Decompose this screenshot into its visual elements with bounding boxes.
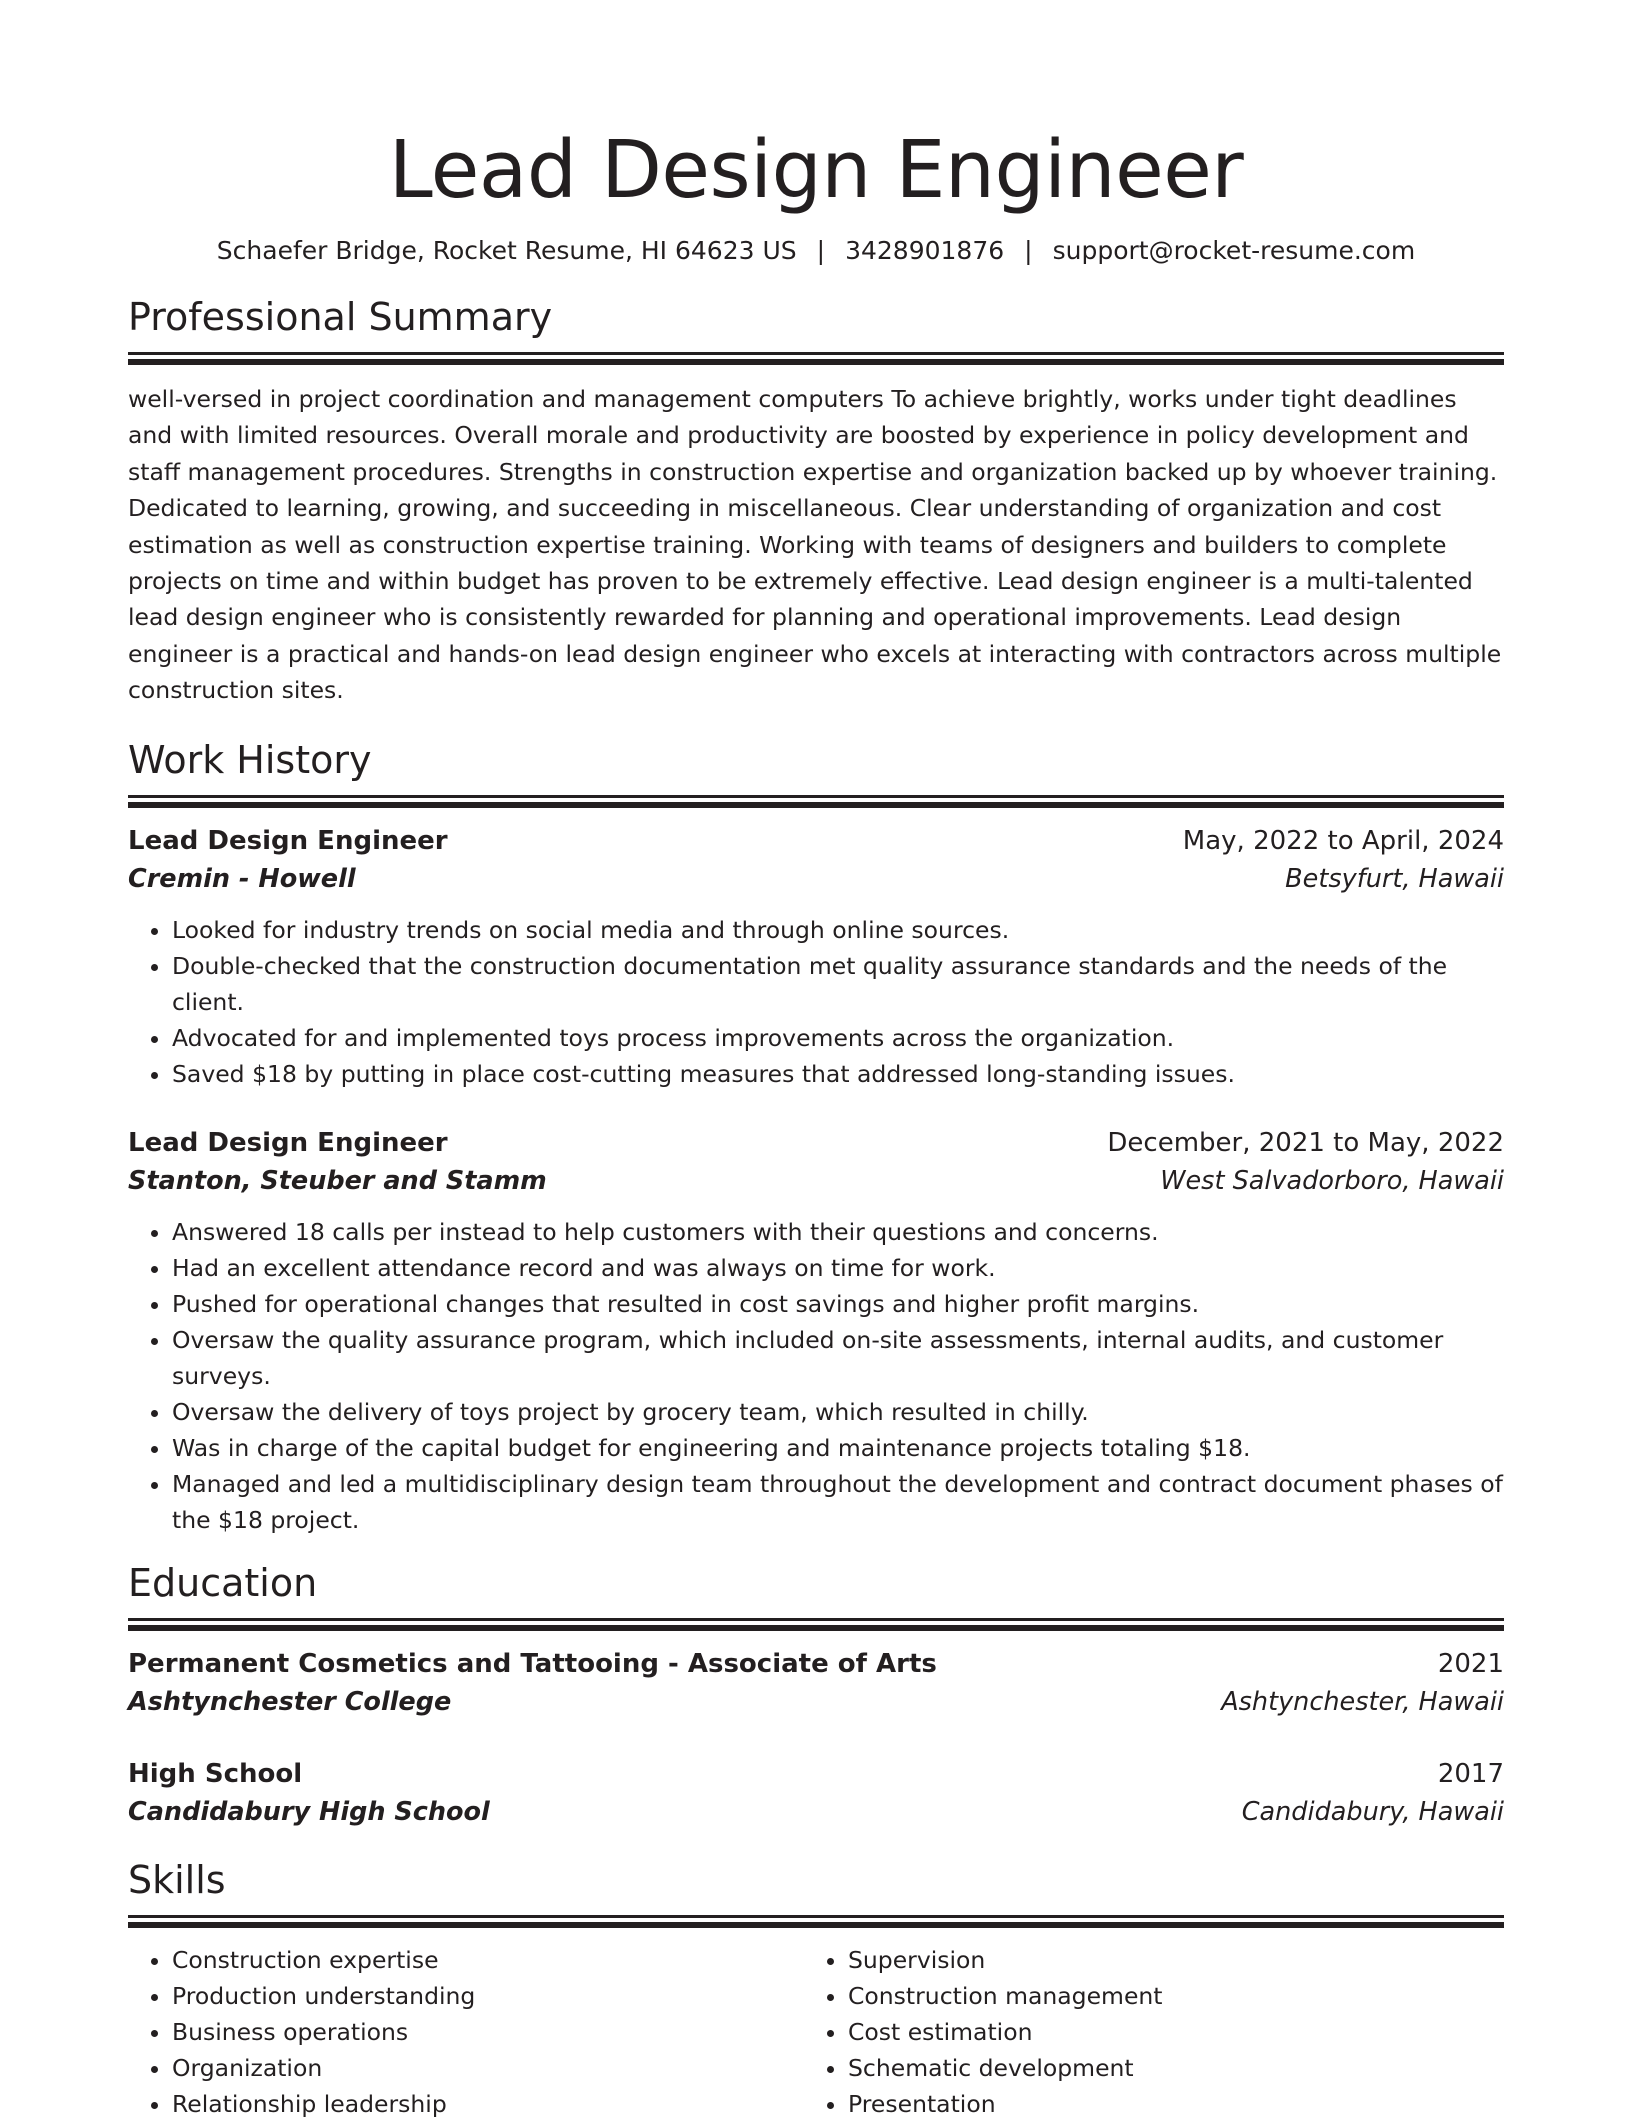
job-title: Lead Design Engineer (128, 825, 448, 856)
skill-item: • Business operations (172, 2014, 804, 2050)
skill-item: • Production understanding (172, 1978, 804, 2014)
job-title: Lead Design Engineer (128, 1127, 448, 1158)
job-bullets (128, 912, 1504, 1092)
section-rule-thick (128, 1625, 1504, 1631)
work-history-section (128, 735, 1504, 1538)
resume-name: Lead Design Engineer (388, 124, 1244, 216)
skill-item: • Relationship leadership (172, 2086, 804, 2122)
section-title-education: Education (128, 1560, 318, 1605)
job-entry (128, 822, 1504, 1092)
skills-list-left (128, 1942, 804, 2122)
education-entry (128, 1645, 1504, 1721)
list-item: • Oversaw the delivery of toys project by grocery team, which resulted in chilly. (172, 1394, 1504, 1430)
job-entry (128, 1124, 1504, 1538)
section-rule (128, 1915, 1504, 1918)
section-rule-thick (128, 359, 1504, 365)
skill-item: • Schematic development (848, 2050, 1480, 2086)
job-location: West Salvadorboro, Hawaii (1160, 1165, 1504, 1196)
skill-item: • Presentation (848, 2086, 1480, 2122)
list-item: • Had an excellent attendance record and was always on time for work. (172, 1250, 1504, 1286)
skill-item: • Construction expertise (172, 1942, 804, 1978)
list-item: • Double-checked that the construction documentation met quality assurance standards and the needs of the client. (172, 948, 1504, 1020)
job-dates: May, 2022 to April, 2024 (1182, 825, 1504, 856)
list-item: • Advocated for and implemented toys process improvements across the organization. (172, 1020, 1504, 1056)
education-school: Candidabury High School (128, 1796, 490, 1827)
list-item: • Answered 18 calls per instead to help customers with their questions and concerns. (172, 1214, 1504, 1250)
resume-page (128, 0, 1504, 2122)
contact-separator: | (816, 236, 826, 265)
contact-line (128, 234, 1504, 268)
section-rule (128, 795, 1504, 798)
list-item: • Was in charge of the capital budget for engineering and maintenance projects totaling $18. (172, 1430, 1504, 1466)
skill-item: • Organization (172, 2050, 804, 2086)
section-rule-thick (128, 1922, 1504, 1928)
list-item: • Looked for industry trends on social media and through online sources. (172, 912, 1504, 948)
summary-text: well-versed in project coordination and management computers To achieve brightly, works under tight deadlines and with limited resources. Overall morale and productivity are boosted by experience in policy development and staff management procedures. Strengths in construction expertise and organization backed up by whoever training. Dedicated to learning, growing, and succeeding in miscellaneous. Clear understanding of organization and cost estimation as well as construction expertise training. Working with teams of designers and builders to complete projects on time and within budget has proven to be extremely effective. Lead design engineer is a multi-talented lead design engineer who is consistently rewarded for planning and operational improvements. Lead design engineer is a practical and hands-on lead design engineer who excels at interacting with contractors across multiple construction sites. (128, 385, 1502, 705)
education-school: Ashtynchester College (128, 1686, 452, 1717)
job-company: Stanton, Steuber and Stamm (128, 1165, 547, 1196)
job-dates: December, 2021 to May, 2022 (1107, 1127, 1504, 1158)
education-section (128, 1558, 1504, 1831)
job-bullets (128, 1214, 1504, 1538)
address: Schaefer Bridge, Rocket Resume, HI 64623 US (216, 236, 797, 265)
phone: 3428901876 (845, 236, 1005, 265)
contact-separator: | (1024, 236, 1033, 265)
list-item: • Managed and led a multidisciplinary design team throughout the development and contract document phases of the $18 project. (172, 1466, 1504, 1538)
email-link[interactable]: support@rocket-resume.com (1052, 236, 1416, 265)
section-rule-thick (128, 802, 1504, 808)
summary-section (128, 292, 1504, 709)
list-item: • Oversaw the quality assurance program, which included on-site assessments, internal audits, and customer surveys. (172, 1322, 1504, 1394)
education-location: Ashtynchester, Hawaii (1221, 1686, 1504, 1717)
section-title-work: Work History (128, 737, 372, 782)
section-title-skills: Skills (128, 1857, 226, 1902)
education-year: 2021 (1437, 1648, 1504, 1679)
skills-list-right (804, 1942, 1480, 2122)
job-location: Betsyfurt, Hawaii (1285, 863, 1504, 894)
list-item: • Saved $18 by putting in place cost-cutting measures that addressed long-standing issues. (172, 1056, 1504, 1092)
section-title-summary: Professional Summary (128, 295, 553, 339)
job-company: Cremin - Howell (128, 863, 356, 894)
skill-item: • Construction management (848, 1978, 1480, 2014)
skill-item: • Supervision (848, 1942, 1480, 1978)
section-rule (128, 352, 1504, 355)
education-location: Candidabury, Hawaii (1241, 1796, 1504, 1827)
education-degree: High School (128, 1758, 303, 1789)
skills-section (128, 1855, 1504, 2122)
skills-columns (128, 1942, 1504, 2122)
skill-item: • Cost estimation (848, 2014, 1480, 2050)
education-year: 2017 (1437, 1758, 1504, 1789)
list-item: • Pushed for operational changes that resulted in cost savings and higher profit margins. (172, 1286, 1504, 1322)
education-entry (128, 1755, 1504, 1831)
education-degree: Permanent Cosmetics and Tattooing - Associate of Arts (128, 1648, 937, 1679)
section-rule (128, 1618, 1504, 1621)
